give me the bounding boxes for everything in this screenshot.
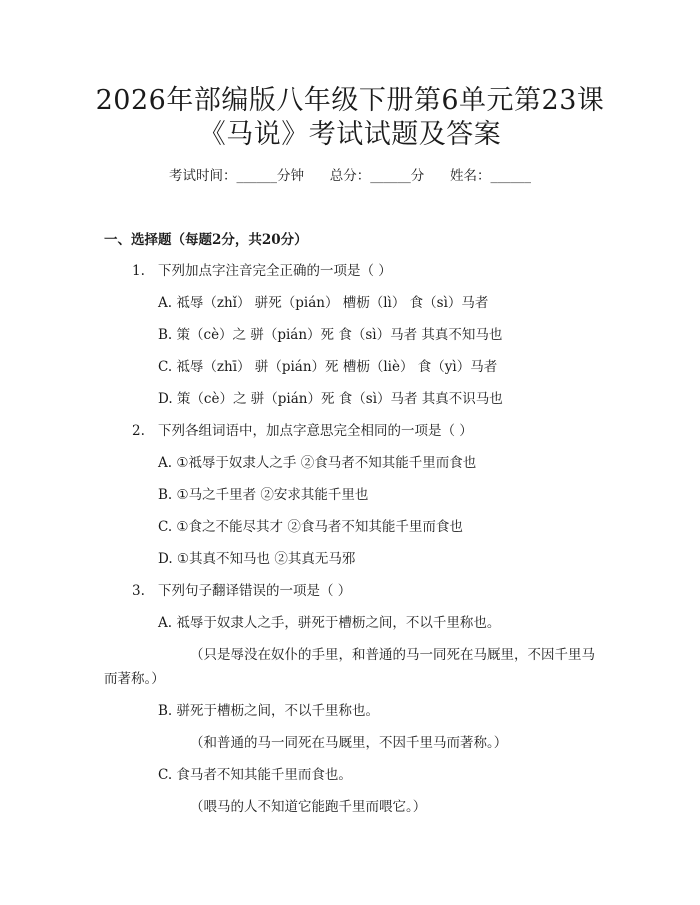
q3-option-b-translation: （和普通的马一同死在马厩里，不因千里马而著称。）	[190, 735, 508, 751]
page-title-line1: 2026年部编版八年级下册第6单元第23课	[95, 85, 605, 116]
exam-meta	[0, 166, 700, 186]
q3-option-a-translation-cont: 而著称。）	[104, 671, 165, 687]
question-2	[132, 421, 473, 441]
q1-option-c: C. 祗辱（zhī） 骈（pián）死 槽枥（liè） 食（yì）马者	[158, 359, 498, 375]
question-number: 3.	[132, 583, 145, 599]
q2-option-b: B. ①马之千里者 ②安求其能千里也	[158, 487, 369, 503]
name-label: 姓名：______	[450, 168, 531, 184]
q3-option-c-translation: （喂马的人不知道它能跑千里而喂它。）	[190, 799, 427, 815]
q3-option-b: B. 骈死于槽枥之间，不以千里称也。	[158, 703, 380, 719]
q1-option-b: B. 策（cè）之 骈（pián）死 食（sì）马者 其真不知马也	[158, 327, 503, 343]
q3-option-a: A. 祗辱于奴隶人之手，骈死于槽枥之间，不以千里称也。	[158, 615, 501, 631]
question-text: 下列各组词语中，加点字意思完全相同的一项是（ ）	[158, 423, 473, 439]
q3-option-c: C. 食马者不知其能千里而食也。	[158, 767, 352, 783]
question-3	[132, 581, 351, 601]
q2-option-d: D. ①其真不知马也 ②其真无马邪	[158, 551, 356, 567]
page-title-line2: 《马说》考试试题及答案	[198, 119, 502, 150]
section-heading: 一、选择题（每题2分，共20分）	[104, 232, 308, 248]
q1-option-d: D. 策（cè）之 骈（pián）死 食（sì）马者 其真不识马也	[158, 391, 503, 407]
question-text: 下列句子翻译错误的一项是（ ）	[158, 583, 352, 599]
q3-option-a-translation: （只是辱没在奴仆的手里，和普通的马一同死在马厩里，不因千里马	[190, 647, 595, 663]
question-number: 2.	[132, 423, 145, 439]
question-1	[132, 261, 392, 281]
q2-option-a: A. ①祗辱于奴隶人之手 ②食马者不知其能千里而食也	[158, 455, 477, 471]
q1-option-a: A. 祗辱（zhǐ） 骈死（pián） 槽枥（lì） 食（sì）马者	[158, 295, 489, 311]
question-number: 1.	[132, 263, 145, 279]
question-text: 下列加点字注音完全正确的一项是（ ）	[158, 263, 392, 279]
exam-time-label: 考试时间：______分钟	[169, 168, 304, 184]
q2-option-c: C. ①食之不能尽其才 ②食马者不知其能千里而食也	[158, 519, 463, 535]
total-score-label: 总分：______分	[329, 168, 425, 184]
